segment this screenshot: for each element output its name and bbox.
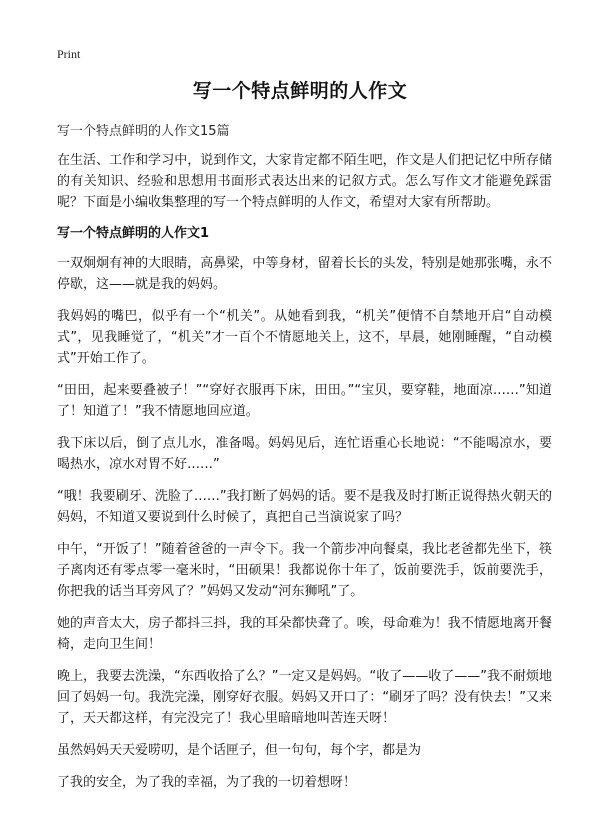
body-paragraph-6: 中午，“开饭了！”随着爸爸的一声令下。我一个箭步冲向餐桌，我比老爸都先坐下，筷子离肉还有零点零一毫米时，“田硕果！我都说你十年了，饭前要洗手，饭前要洗手，你把我的话当耳旁风了？”妈妈又发动“河东狮吼”了。 (57, 542, 552, 599)
article-body (57, 150, 552, 804)
body-paragraph-7: 她的声音太大，房子都抖三抖，我的耳朵都快聋了。唉，母命难为！我不情愿地离开餐椅，走向卫生间！ (57, 616, 552, 652)
body-paragraph-3: “田田，起来要叠被子！”“穿好衣服再下床，田田。”“宝贝，要穿鞋，地面凉……”知道了！知道了！”我不情愿地回应道。 (57, 383, 552, 419)
body-paragraph-4: 我下床以后，倒了点儿水，准备喝。妈妈见后，连忙语重心长地说：“不能喝凉水，要喝热水，凉水对胃不好……” (57, 436, 552, 472)
page-title: 写一个特点鲜明的人作文 (192, 80, 408, 102)
page-subtitle: 写一个特点鲜明的人作文15篇 (57, 124, 230, 139)
intro-paragraph: 在生活、工作和学习中，说到作文，大家肯定都不陌生吧，作文是人们把记忆中所存储的有关知识、经验和思想用书面形式表达出来的记叙方式。怎么写作文才能避免踩雷呢？下面是小编收集整理的写一个特点鲜明的人作文，希望对大家有所帮助。 (57, 153, 552, 210)
body-paragraph-8: 晚上，我要去洗澡，“东西收拾了么？”一定又是妈妈。“收了——收了——”我不耐烦地回了妈妈一句。我洗完澡，刚穿好衣服。妈妈又开口了：“刷牙了吗？没有快去！”又来了，天天都这样，有完没完了！我心里暗暗地叫苦连天呀！ (57, 669, 552, 726)
body-paragraph-5: “哦！我要刷牙、洗脸了……”我打断了妈妈的话。要不是我及时打断正说得热火朝天的妈妈，不知道又要说到什么时候了，真把自己当演说家了吗？ (57, 489, 552, 525)
body-paragraph-2: 我妈妈的嘴巴，似乎有一个“机关”。从她看到我，“机关”便情不自禁地开启“自动模式”，见我睡觉了，“机关”才一百个不情愿地关上，这不，早晨，她刚睡醒，“自动模式”开始工作了。 (57, 309, 552, 366)
print-label: Print (57, 47, 81, 61)
section-heading: 写一个特点鲜明的人作文1 (57, 226, 210, 241)
body-paragraph-9: 虽然妈妈天天爱唠叨，是个话匣子，但一句句，每个字，都是为 (57, 743, 422, 758)
body-paragraph-1: 一双炯炯有神的大眼睛，高鼻梁，中等身材，留着长长的头发，特别是她那张嘴，永不停歇，这——就是我的妈妈。 (57, 256, 552, 292)
body-paragraph-10: 了我的安全，为了我的幸福，为了我的一切着想呀！ (57, 775, 357, 790)
